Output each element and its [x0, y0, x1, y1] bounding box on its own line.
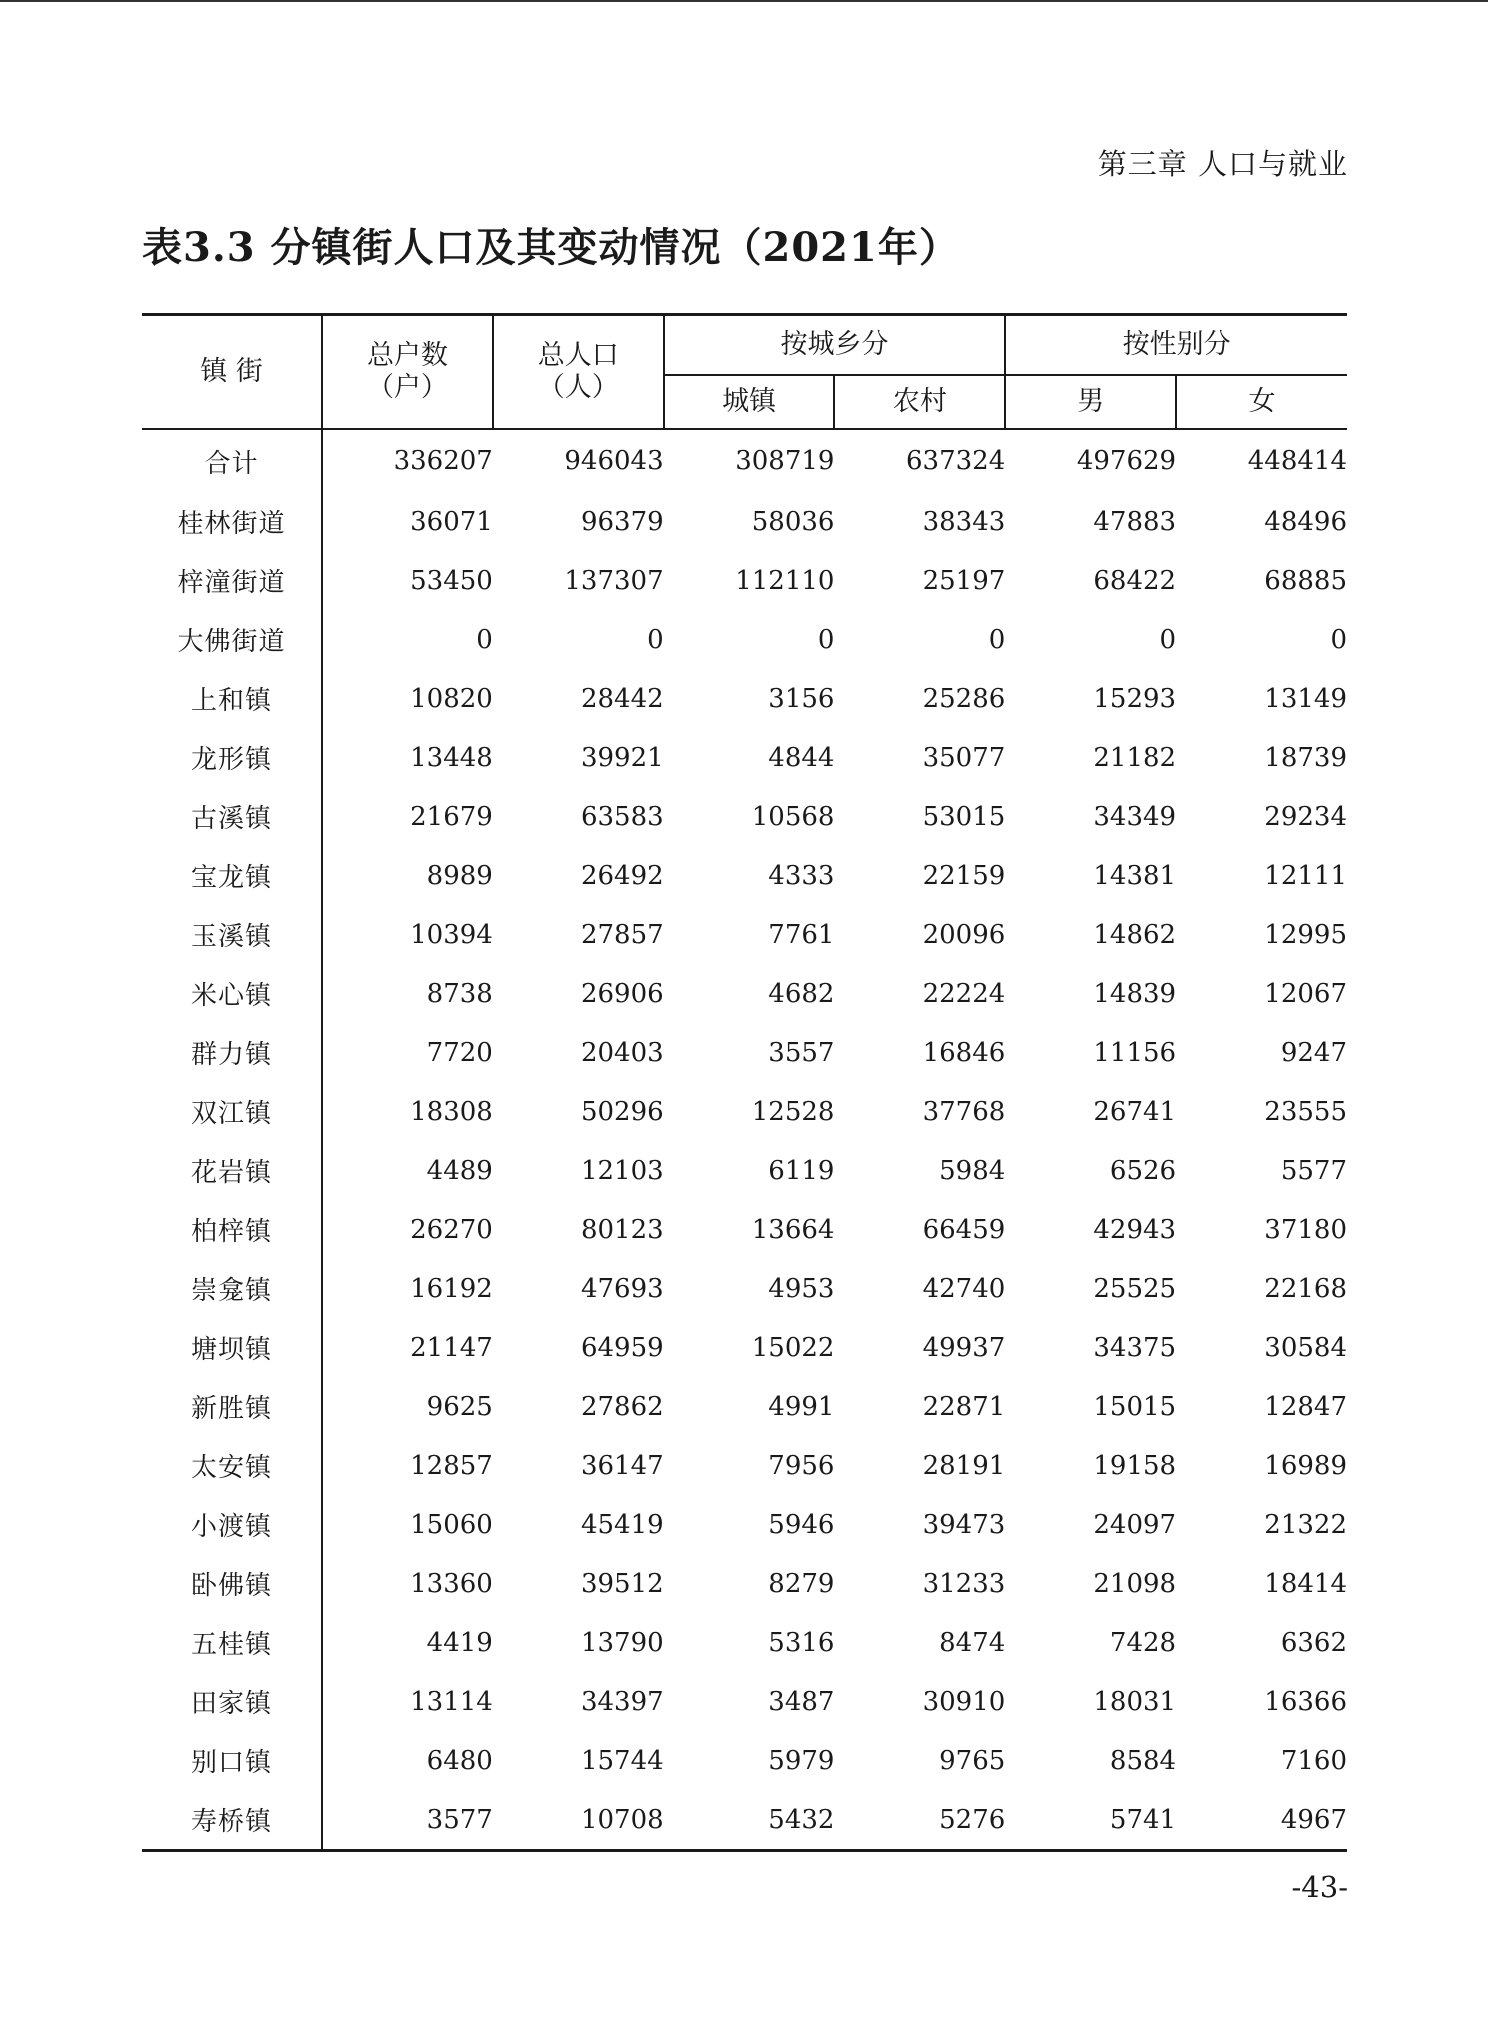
- urban-cell: 4991: [768, 1391, 835, 1422]
- female-cell: 5577: [1280, 1155, 1347, 1186]
- urban-cell: 8279: [768, 1568, 835, 1599]
- table-row: [142, 1023, 1347, 1082]
- population-cell: 10708: [580, 1804, 664, 1835]
- male-cell: 8584: [1109, 1745, 1177, 1776]
- rural-cell: 8474: [939, 1627, 1006, 1658]
- table-row: [142, 669, 1347, 728]
- table-row: [142, 1082, 1347, 1141]
- households-cell: 36071: [322, 492, 493, 551]
- urban-cell: 6119: [768, 1155, 835, 1186]
- urban-cell: 4844: [768, 742, 835, 773]
- header-households: 总户数 （户）: [322, 315, 493, 430]
- population-cell: 946043: [564, 446, 664, 476]
- households-cell: 12857: [322, 1436, 493, 1495]
- rural-cell: 22871: [922, 1391, 1006, 1422]
- female-cell: 48496: [1264, 506, 1347, 537]
- town-name-cell: 桂林街道: [177, 509, 286, 539]
- households-cell: 10820: [322, 669, 493, 728]
- urban-cell: 15022: [751, 1332, 835, 1363]
- rural-cell: 25197: [922, 565, 1006, 596]
- town-name-cell: 群力镇: [191, 1040, 273, 1070]
- male-cell: 19158: [1093, 1450, 1177, 1481]
- urban-cell: 4953: [768, 1273, 835, 1304]
- rural-cell: 42740: [922, 1273, 1006, 1304]
- female-cell: 18414: [1264, 1568, 1347, 1599]
- town-name-cell: 双江镇: [191, 1099, 273, 1129]
- table-row: [142, 1731, 1347, 1790]
- town-name-cell: 小渡镇: [191, 1512, 273, 1542]
- urban-cell: 3557: [768, 1037, 835, 1068]
- rural-cell: 5276: [939, 1804, 1006, 1835]
- urban-cell: 0: [817, 624, 835, 655]
- table-row: [142, 1200, 1347, 1259]
- households-cell: 15060: [322, 1495, 493, 1554]
- urban-cell: 58036: [751, 506, 835, 537]
- town-name-cell: 古溪镇: [191, 804, 273, 834]
- urban-cell: 7761: [768, 919, 835, 950]
- town-name-cell: 米心镇: [191, 981, 273, 1011]
- population-cell: 28442: [580, 683, 664, 714]
- male-cell: 15015: [1093, 1391, 1177, 1422]
- header-male: 男: [1005, 375, 1176, 429]
- male-cell: 26741: [1093, 1096, 1177, 1127]
- table-row: [142, 1377, 1347, 1436]
- urban-cell: 5979: [768, 1745, 835, 1776]
- table-title: 表3.3 分镇街人口及其变动情况（2021年）: [142, 224, 960, 271]
- town-name-cell: 寿桥镇: [191, 1807, 273, 1837]
- population-cell: 12103: [580, 1155, 664, 1186]
- female-cell: 23555: [1264, 1096, 1347, 1127]
- table-row: [142, 1672, 1347, 1731]
- town-name-cell: 合计: [204, 448, 259, 479]
- town-name-cell: 上和镇: [191, 686, 273, 716]
- chapter-header: 第三章 人口与就业: [1097, 147, 1348, 181]
- female-cell: 12995: [1264, 919, 1347, 950]
- female-cell: 12111: [1264, 860, 1347, 891]
- rural-cell: 28191: [922, 1450, 1006, 1481]
- table-row: [142, 1318, 1347, 1377]
- population-cell: 96379: [580, 506, 664, 537]
- rural-cell: 25286: [922, 683, 1006, 714]
- header-urban: 城镇: [664, 375, 835, 429]
- male-cell: 18031: [1093, 1686, 1177, 1717]
- households-cell: 10394: [322, 905, 493, 964]
- population-table: [142, 313, 1347, 1852]
- rural-cell: 5984: [939, 1155, 1006, 1186]
- town-name-cell: 玉溪镇: [191, 922, 273, 952]
- rural-cell: 38343: [922, 506, 1006, 537]
- urban-cell: 3156: [768, 683, 835, 714]
- female-cell: 6362: [1280, 1627, 1347, 1658]
- households-cell: 13448: [322, 728, 493, 787]
- households-cell: 4419: [322, 1613, 493, 1672]
- households-cell: 18308: [322, 1082, 493, 1141]
- female-cell: 21322: [1264, 1509, 1347, 1540]
- households-cell: 13360: [322, 1554, 493, 1613]
- population-cell: 36147: [580, 1450, 664, 1481]
- urban-cell: 13664: [751, 1214, 835, 1245]
- female-cell: 16366: [1264, 1686, 1347, 1717]
- urban-cell: 7956: [768, 1450, 835, 1481]
- male-cell: 68422: [1093, 565, 1177, 596]
- town-name-cell: 花岩镇: [191, 1158, 273, 1188]
- female-cell: 12067: [1264, 978, 1347, 1009]
- female-cell: 16989: [1264, 1450, 1347, 1481]
- urban-cell: 3487: [768, 1686, 835, 1717]
- households-cell: 21679: [322, 787, 493, 846]
- table-row: [142, 787, 1347, 846]
- households-cell: 9625: [322, 1377, 493, 1436]
- town-name-cell: 柏梓镇: [191, 1217, 273, 1247]
- male-cell: 21098: [1093, 1568, 1177, 1599]
- male-cell: 5741: [1109, 1804, 1177, 1835]
- female-cell: 68885: [1264, 565, 1347, 596]
- header-rural: 农村: [834, 375, 1005, 429]
- town-name-cell: 塘坝镇: [191, 1335, 273, 1365]
- male-cell: 47883: [1093, 506, 1177, 537]
- urban-cell: 5316: [768, 1627, 835, 1658]
- town-name-cell: 太安镇: [191, 1453, 273, 1483]
- male-cell: 21182: [1093, 742, 1177, 773]
- households-cell: 336207: [322, 429, 493, 492]
- rural-cell: 49937: [922, 1332, 1006, 1363]
- population-cell: 64959: [580, 1332, 664, 1363]
- population-cell: 39921: [580, 742, 664, 773]
- male-cell: 42943: [1093, 1214, 1177, 1245]
- rural-cell: 53015: [922, 801, 1006, 832]
- female-cell: 13149: [1264, 683, 1347, 714]
- header-group-urban-rural: 按城乡分: [664, 315, 1006, 376]
- table-row: [142, 728, 1347, 787]
- male-cell: 6526: [1109, 1155, 1177, 1186]
- top-border-line: [0, 0, 1488, 2]
- header-population: 总人口 （人）: [493, 315, 664, 430]
- urban-cell: 10568: [751, 801, 835, 832]
- population-cell: 50296: [580, 1096, 664, 1127]
- town-name-cell: 别口镇: [191, 1748, 273, 1778]
- households-cell: 8989: [322, 846, 493, 905]
- table-row: [142, 964, 1347, 1023]
- population-cell: 80123: [580, 1214, 664, 1245]
- town-name-cell: 崇龛镇: [191, 1276, 273, 1306]
- rural-cell: 22224: [922, 978, 1006, 1009]
- female-cell: 9247: [1280, 1037, 1347, 1068]
- rural-cell: 30910: [922, 1686, 1006, 1717]
- male-cell: 25525: [1093, 1273, 1177, 1304]
- population-cell: 27862: [580, 1391, 664, 1422]
- rural-cell: 20096: [922, 919, 1006, 950]
- female-cell: 12847: [1264, 1391, 1347, 1422]
- town-name-cell: 田家镇: [191, 1689, 273, 1719]
- town-name-cell: 五桂镇: [191, 1630, 273, 1660]
- households-cell: 6480: [322, 1731, 493, 1790]
- town-name-cell: 龙形镇: [191, 745, 273, 775]
- header-female: 女: [1176, 375, 1347, 429]
- rural-cell: 9765: [939, 1745, 1006, 1776]
- table-body: [142, 429, 1347, 1851]
- table-row: [142, 1436, 1347, 1495]
- population-cell: 26906: [580, 978, 664, 1009]
- male-cell: 34375: [1093, 1332, 1177, 1363]
- town-name-cell: 新胜镇: [191, 1394, 273, 1424]
- male-cell: 34349: [1093, 801, 1177, 832]
- town-name-cell: 宝龙镇: [191, 863, 273, 893]
- town-name-cell: 梓潼街道: [177, 568, 286, 598]
- population-cell: 45419: [580, 1509, 664, 1540]
- page-number: -43-: [1291, 1870, 1348, 1904]
- table-row: [142, 1495, 1347, 1554]
- male-cell: 15293: [1093, 683, 1177, 714]
- table-row: [142, 846, 1347, 905]
- urban-cell: 12528: [751, 1096, 835, 1127]
- female-cell: 448414: [1247, 446, 1347, 476]
- male-cell: 14839: [1093, 978, 1177, 1009]
- rural-cell: 35077: [922, 742, 1006, 773]
- population-cell: 137307: [564, 565, 664, 596]
- table-header: [142, 315, 1347, 430]
- table-row: [142, 551, 1347, 610]
- rural-cell: 0: [988, 624, 1006, 655]
- table-row: [142, 905, 1347, 964]
- households-cell: 8738: [322, 964, 493, 1023]
- population-cell: 27857: [580, 919, 664, 950]
- table-row: [142, 610, 1347, 669]
- female-cell: 22168: [1264, 1273, 1347, 1304]
- urban-cell: 4333: [768, 860, 835, 891]
- population-cell: 63583: [580, 801, 664, 832]
- rural-cell: 22159: [922, 860, 1006, 891]
- male-cell: 14381: [1093, 860, 1177, 891]
- rural-cell: 37768: [922, 1096, 1006, 1127]
- table-row: [142, 1259, 1347, 1318]
- urban-cell: 5946: [768, 1509, 835, 1540]
- male-cell: 497629: [1076, 446, 1177, 476]
- households-cell: 53450: [322, 551, 493, 610]
- table-row: [142, 1790, 1347, 1851]
- female-cell: 0: [1330, 624, 1347, 655]
- male-cell: 7428: [1109, 1627, 1177, 1658]
- town-name-cell: 大佛街道: [177, 627, 286, 657]
- urban-cell: 4682: [768, 978, 835, 1009]
- population-cell: 39512: [580, 1568, 664, 1599]
- town-name-cell: 卧佛镇: [191, 1571, 273, 1601]
- population-cell: 0: [647, 624, 664, 655]
- households-cell: 26270: [322, 1200, 493, 1259]
- table-row: [142, 429, 1347, 492]
- rural-cell: 16846: [922, 1037, 1006, 1068]
- urban-cell: 112110: [735, 565, 835, 596]
- female-cell: 18739: [1264, 742, 1347, 773]
- population-cell: 13790: [580, 1627, 664, 1658]
- table-row: [142, 492, 1347, 551]
- female-cell: 4967: [1280, 1804, 1347, 1835]
- urban-cell: 5432: [768, 1804, 835, 1835]
- households-cell: 21147: [322, 1318, 493, 1377]
- households-cell: 3577: [322, 1790, 493, 1851]
- rural-cell: 31233: [922, 1568, 1006, 1599]
- households-cell: 0: [322, 610, 493, 669]
- households-cell: 13114: [322, 1672, 493, 1731]
- population-cell: 15744: [580, 1745, 664, 1776]
- table-row: [142, 1613, 1347, 1672]
- rural-cell: 66459: [922, 1214, 1006, 1245]
- header-town: 镇 街: [200, 355, 263, 387]
- female-cell: 30584: [1264, 1332, 1347, 1363]
- male-cell: 14862: [1093, 919, 1177, 950]
- population-cell: 34397: [580, 1686, 664, 1717]
- male-cell: 0: [1159, 624, 1177, 655]
- rural-cell: 637324: [906, 446, 1006, 476]
- households-cell: 4489: [322, 1141, 493, 1200]
- rural-cell: 39473: [922, 1509, 1006, 1540]
- households-cell: 7720: [322, 1023, 493, 1082]
- male-cell: 11156: [1093, 1037, 1177, 1068]
- households-cell: 16192: [322, 1259, 493, 1318]
- female-cell: 37180: [1264, 1214, 1347, 1245]
- header-group-sex: 按性别分: [1005, 315, 1347, 376]
- population-cell: 47693: [580, 1273, 664, 1304]
- table-row: [142, 1554, 1347, 1613]
- female-cell: 29234: [1264, 801, 1347, 832]
- male-cell: 24097: [1093, 1509, 1177, 1540]
- population-cell: 20403: [580, 1037, 664, 1068]
- population-cell: 26492: [580, 860, 664, 891]
- table-row: [142, 1141, 1347, 1200]
- urban-cell: 308719: [735, 446, 835, 476]
- female-cell: 7160: [1280, 1745, 1347, 1776]
